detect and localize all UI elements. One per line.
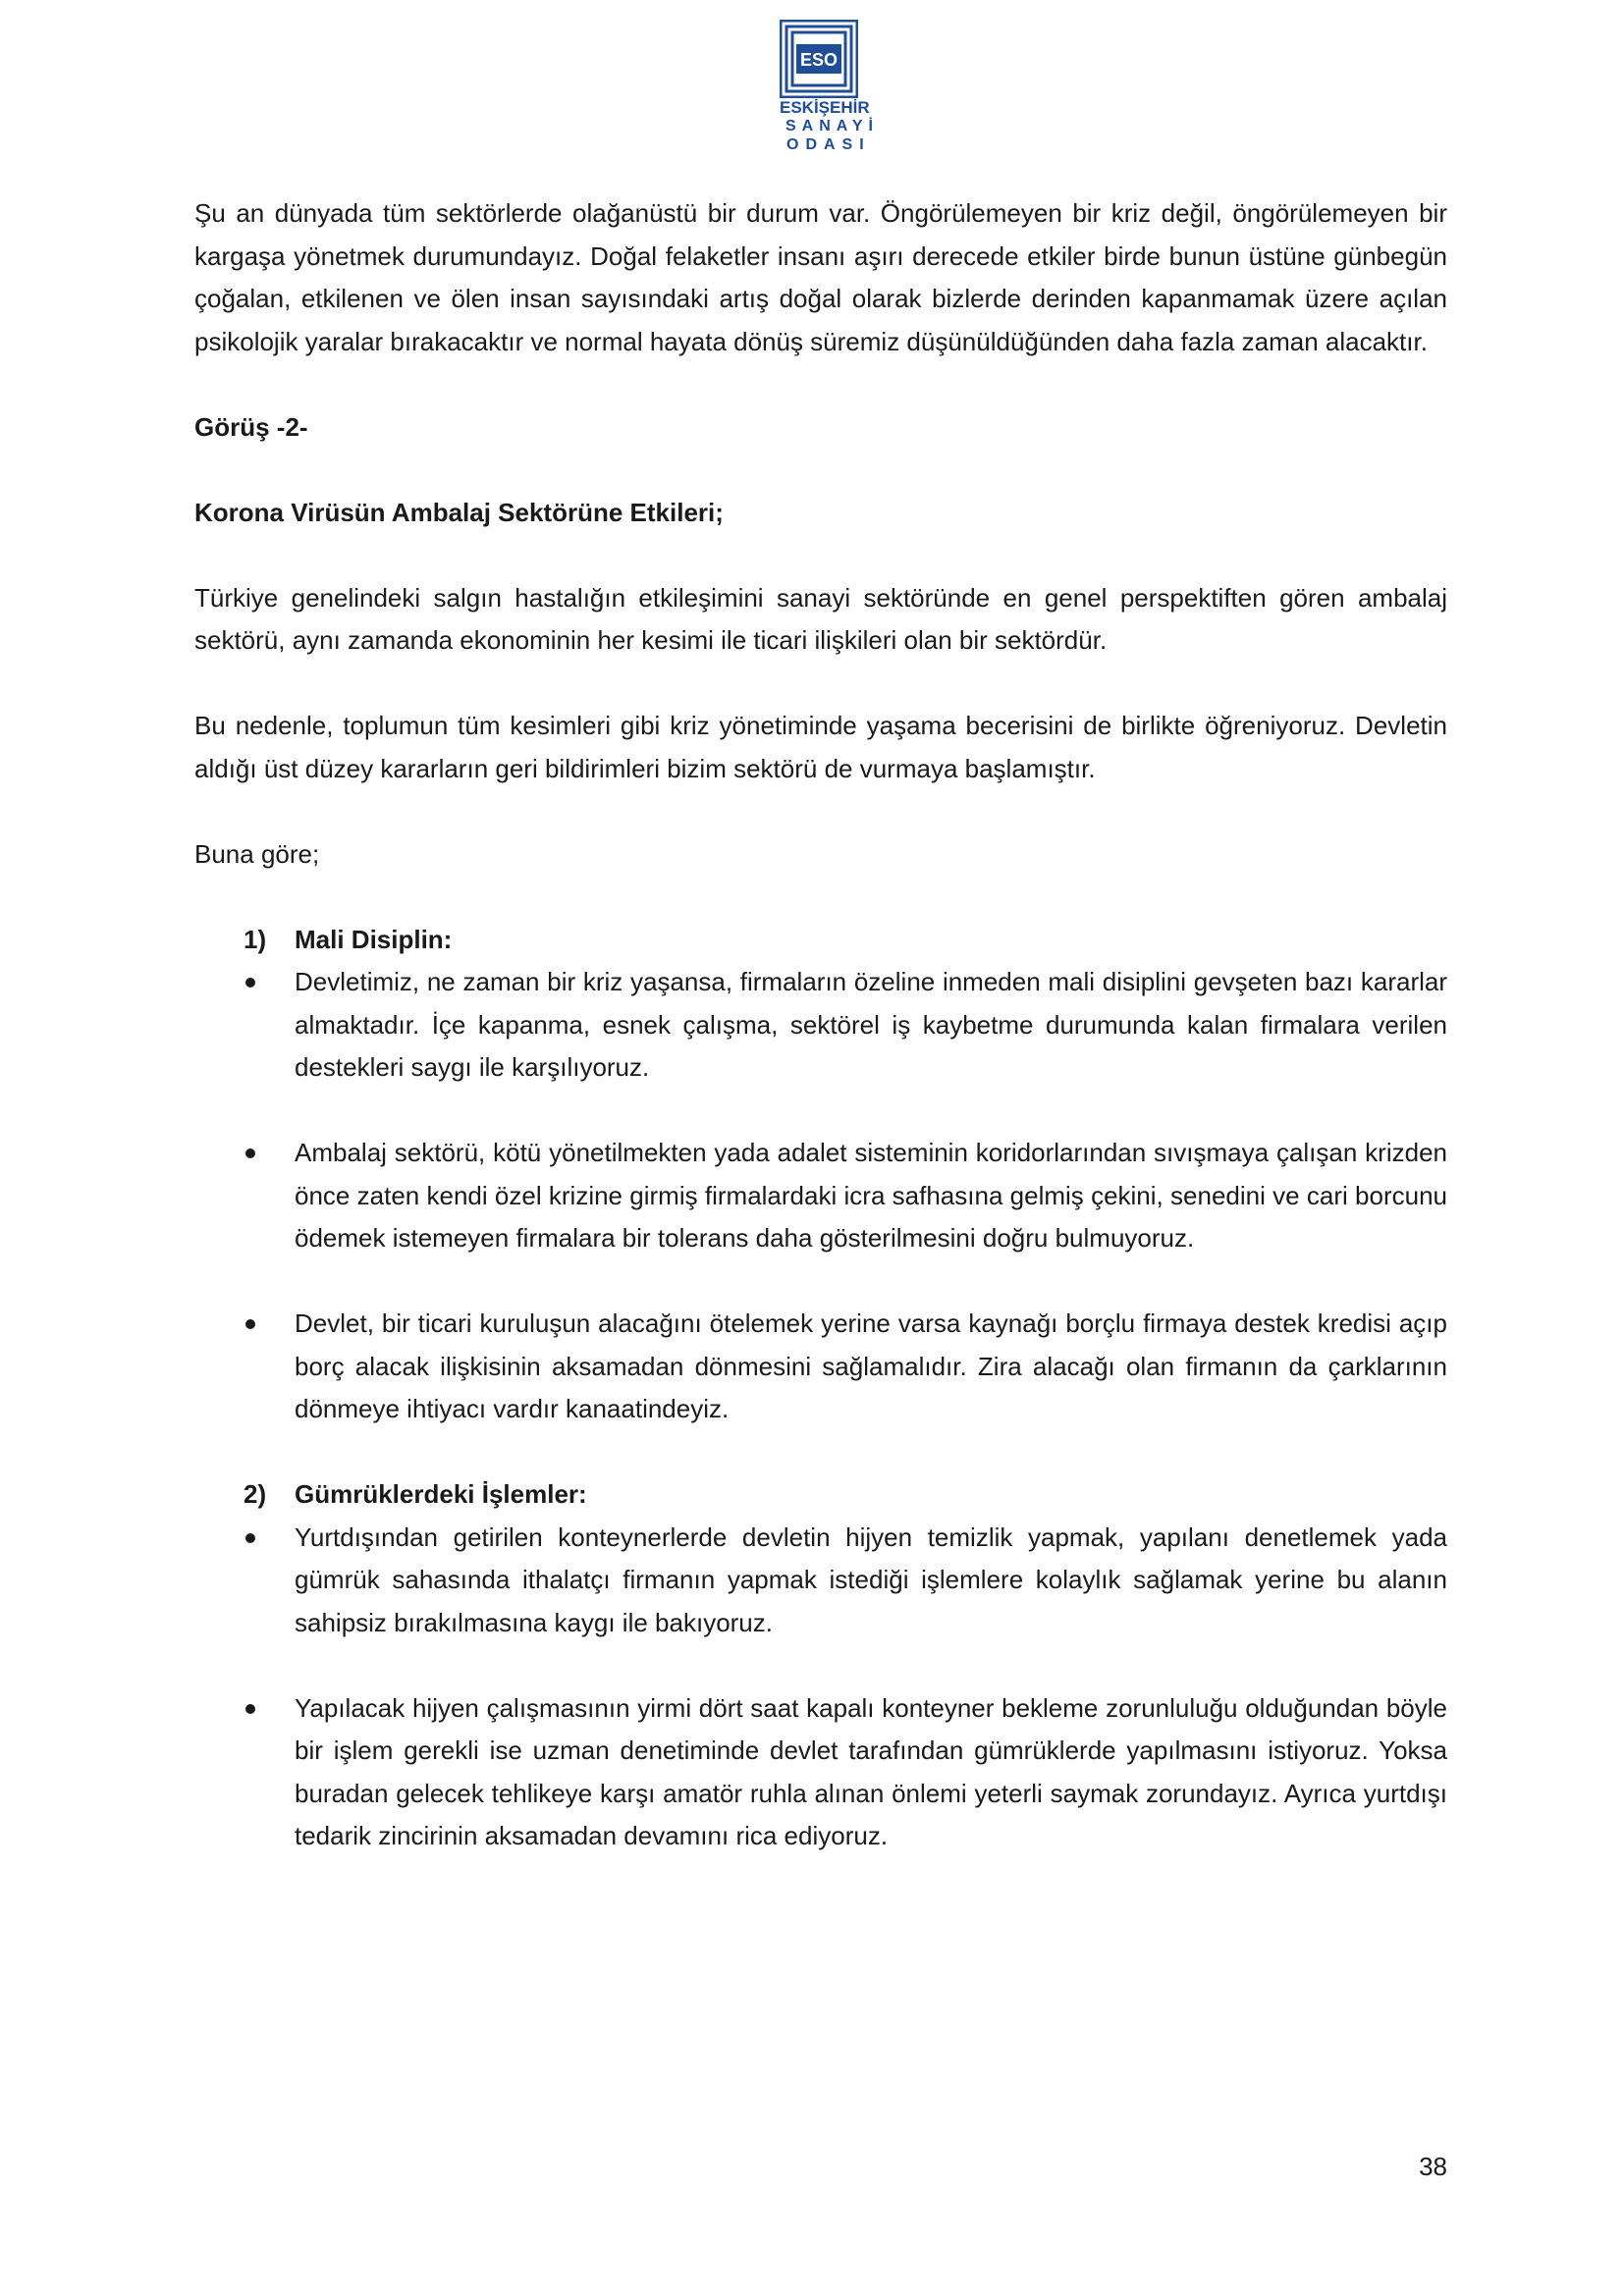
bullet-text: Ambalaj sektörü, kötü yönetilmekten yada adalet sisteminin koridorlarından sıvışmaya çalışan krizden önce zaten kendi özel krizine girmiş firmalardaki icra safhasına gelmiş çekini, senedini ve cari borcunu ödemek istemeyen firmalara bir tolerans daha gösterilmesini doğru bulmuyoruz. bbox=[295, 1138, 1447, 1253]
paragraph-3: Buna göre; bbox=[194, 838, 320, 869]
numbered-item-1 bbox=[194, 919, 1447, 962]
item-number: 2) bbox=[244, 1479, 267, 1509]
section-heading: Korona Virüsün Ambalaj Sektörüne Etkileri; bbox=[194, 497, 724, 527]
bullet-item bbox=[194, 1132, 1447, 1260]
item-title: Gümrüklerdeki İşlemler: bbox=[295, 1479, 587, 1509]
opinion-heading: Görüş -2- bbox=[194, 411, 308, 442]
item-title: Mali Disiplin: bbox=[295, 924, 453, 954]
bullet-text: Devlet, bir ticari kuruluşun alacağını ötelemek yerine varsa kaynağı borçlu firmaya destek kredisi açıp borç alacak ilişkisinin aksamadan dönmesini sağlamalıdır. Zira alacağı olan firmanın da çarklarının dönmeye ihtiyacı vardır kanaatindeyiz. bbox=[295, 1308, 1447, 1423]
bullet-item bbox=[194, 1687, 1447, 1858]
bullet-item bbox=[194, 1517, 1447, 1645]
bullet-text: Yapılacak hijyen çalışmasının yirmi dört saat kapalı konteyner bekleme zorunluluğu olduğundan böyle bir işlem gerekli ise uzman denetiminde devlet tarafından gümrüklerde yapılmasını istiyoruz. Yoksa buradan gelecek tehlikeye karşı amatör ruhla alınan önlemi yeterli saymak zorundayız. Ayrıca yurtdışı tedarik zincirinin aksamadan devamını rica ediyoruz. bbox=[295, 1692, 1447, 1850]
logo-badge-text: ESO bbox=[799, 50, 839, 70]
logo-line-1: ESKİŞEHİR bbox=[780, 98, 870, 117]
bullet-text: Devletimiz, ne zaman bir kriz yaşansa, firmaların özeline inmeden mali disiplini gevşeten bazı kararlar almaktadır. İçe kapanma, esnek çalışma, sektörel iş kaybetme durumunda kalan firmalara verilen destekleri saygı ile karşılıyoruz. bbox=[295, 967, 1447, 1082]
bullet-icon bbox=[245, 1148, 255, 1158]
bullet-item bbox=[194, 1303, 1447, 1431]
bullet-item bbox=[194, 961, 1447, 1090]
bullet-text: Yurtdışından getirilen konteynerlerde devletin hijyen temizlik yapmak, yapılanı denetlemek yada gümrük sahasında ithalatçı firmanın yapmak istediği işlemlere kolaylık sağlamak yerine bu alanın sahipsiz bırakılmasına kaygı ile bakıyoruz. bbox=[295, 1522, 1447, 1637]
eso-logo bbox=[780, 20, 879, 154]
logo-line-3: ODASI bbox=[786, 136, 871, 153]
bullet-icon bbox=[245, 978, 255, 988]
item-number: 1) bbox=[244, 924, 267, 954]
bullet-icon bbox=[245, 1533, 255, 1543]
paragraph-1: Türkiye genelindeki salgın hastalığın etkileşimini sanayi sektöründe en genel perspektiften gören ambalaj sektörü, aynı zamanda ekonominin her kesimi ile ticari ilişkileri olan bir sektördür. bbox=[194, 582, 1447, 655]
bullet-icon bbox=[245, 1704, 255, 1714]
paragraph-2: Bu nedenle, toplumun tüm kesimleri gibi kriz yönetiminde yaşama becerisini de birlikte öğreniyoruz. Devletin aldığı üst düzey kararların geri bildirimleri bizim sektörü de vurmaya başlamıştır. bbox=[194, 711, 1447, 783]
eso-emblem-icon bbox=[780, 20, 858, 98]
logo-line-2: SANAYİ bbox=[785, 118, 879, 134]
document-body bbox=[194, 192, 1447, 1900]
intro-paragraph: Şu an dünyada tüm sektörlerde olağanüstü bir durum var. Öngörülemeyen bir kriz değil, öngörülemeyen bir kargaşa yönetmek durumundayız. Doğal felaketler insanı aşırı derecede etkiler birde bunun üstüne günbegün çoğalan, etkilenen ve ölen insan sayısındaki artış doğal olarak bizlerde derinden kapanmamak üzere açılan psikolojik yaralar bırakacaktır ve normal hayata dönüş süremiz düşünüldüğünden daha fazla zaman alacaktır. bbox=[194, 198, 1447, 356]
page-number: 38 bbox=[1419, 2152, 1447, 2181]
numbered-item-2 bbox=[194, 1473, 1447, 1517]
bullet-icon bbox=[245, 1319, 255, 1329]
